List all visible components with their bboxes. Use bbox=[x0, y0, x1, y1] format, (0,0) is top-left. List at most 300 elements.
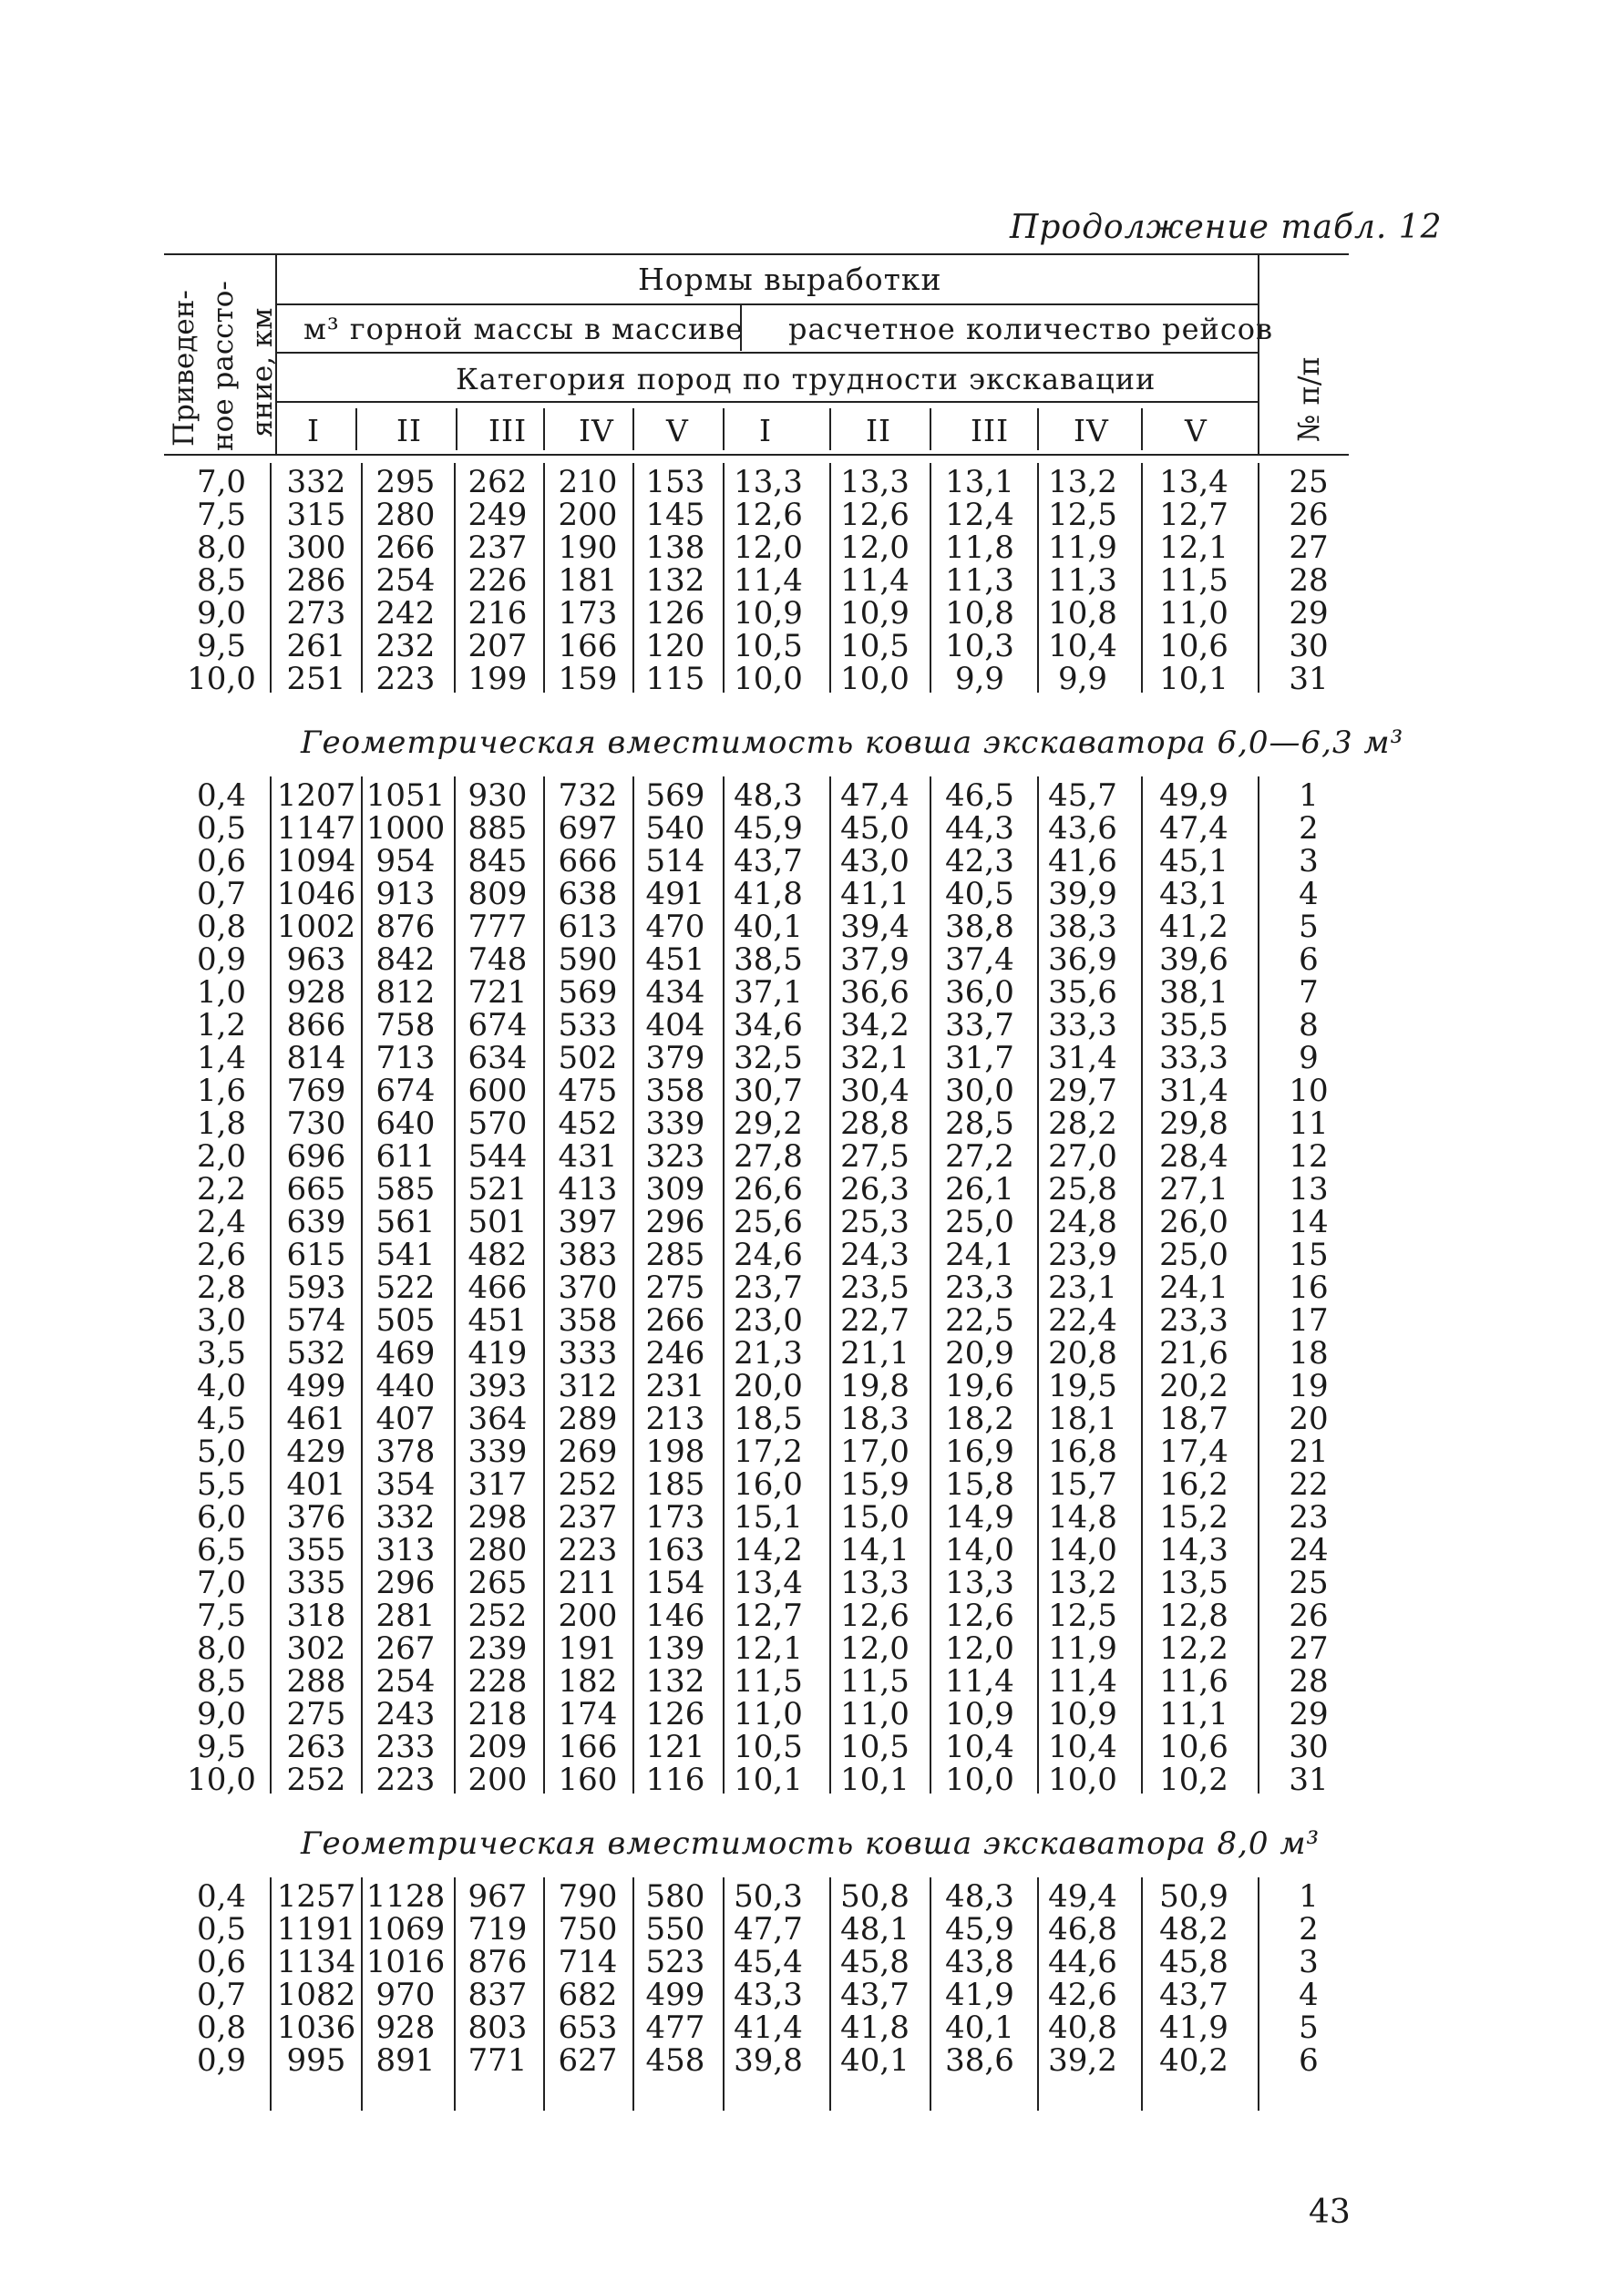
value-cell: 43,0 bbox=[840, 843, 910, 879]
value-cell: 29,7 bbox=[1048, 1073, 1117, 1109]
value-cell: 11,0 bbox=[734, 1696, 803, 1732]
value-cell: 50,9 bbox=[1159, 1878, 1228, 1915]
column-rule bbox=[1258, 1877, 1259, 2111]
value-cell: 502 bbox=[558, 1040, 618, 1076]
value-cell: 25,8 bbox=[1048, 1171, 1117, 1208]
value-cell: 10,8 bbox=[945, 595, 1014, 632]
value-cell: 47,4 bbox=[1159, 810, 1228, 847]
value-cell: 24,1 bbox=[945, 1237, 1014, 1273]
value-cell: 812 bbox=[375, 974, 436, 1011]
value-cell: 39,9 bbox=[1048, 876, 1117, 912]
continuation-label: Продолжение табл. 12 bbox=[1010, 209, 1443, 246]
value-cell: 182 bbox=[558, 1663, 618, 1700]
value-cell: 713 bbox=[375, 1040, 436, 1076]
value-cell: 251 bbox=[286, 661, 346, 697]
distance-cell: 9,0 bbox=[196, 595, 247, 632]
value-cell: 223 bbox=[375, 661, 436, 697]
value-cell: 200 bbox=[468, 1762, 528, 1798]
value-cell: 10,9 bbox=[840, 595, 910, 632]
value-cell: 1036 bbox=[276, 2010, 356, 2046]
value-cell: 120 bbox=[645, 628, 705, 664]
value-cell: 48,2 bbox=[1159, 1911, 1228, 1948]
value-cell: 145 bbox=[645, 497, 705, 533]
value-cell: 173 bbox=[558, 595, 618, 632]
value-cell: 37,9 bbox=[840, 941, 910, 978]
value-cell: 43,7 bbox=[840, 1977, 910, 2013]
value-cell: 265 bbox=[468, 1565, 528, 1601]
value-cell: 191 bbox=[558, 1630, 618, 1667]
value-cell: 36,0 bbox=[945, 974, 1014, 1011]
value-cell: 452 bbox=[558, 1105, 618, 1142]
value-cell: 23,9 bbox=[1048, 1237, 1117, 1273]
value-cell: 210 bbox=[558, 464, 618, 500]
value-cell: 39,8 bbox=[734, 2042, 803, 2079]
value-cell: 30,7 bbox=[734, 1073, 803, 1109]
value-cell: 121 bbox=[645, 1729, 705, 1765]
row-number-cell: 28 bbox=[1289, 1663, 1329, 1700]
value-cell: 14,2 bbox=[734, 1532, 803, 1568]
value-cell: 261 bbox=[286, 628, 346, 664]
value-cell: 803 bbox=[468, 2010, 528, 2046]
value-cell: 41,9 bbox=[1159, 2010, 1228, 2046]
value-cell: 198 bbox=[645, 1434, 705, 1470]
value-cell: 232 bbox=[375, 628, 436, 664]
value-cell: 13,4 bbox=[1159, 464, 1228, 500]
distance-cell: 9,0 bbox=[196, 1696, 247, 1732]
value-cell: 15,1 bbox=[734, 1499, 803, 1536]
value-cell: 40,1 bbox=[734, 909, 803, 945]
value-cell: 126 bbox=[645, 595, 705, 632]
value-cell: 613 bbox=[558, 909, 618, 945]
value-cell: 40,5 bbox=[945, 876, 1014, 912]
value-cell: 33,3 bbox=[1159, 1040, 1228, 1076]
value-cell: 458 bbox=[645, 2042, 705, 2079]
value-cell: 12,6 bbox=[840, 1598, 910, 1634]
value-cell: 14,8 bbox=[1048, 1499, 1117, 1536]
distance-cell: 0,5 bbox=[196, 1911, 247, 1948]
value-cell: 24,6 bbox=[734, 1237, 803, 1273]
value-cell: 32,5 bbox=[734, 1040, 803, 1076]
value-cell: 317 bbox=[468, 1466, 528, 1503]
value-cell: 24,3 bbox=[840, 1237, 910, 1273]
category-numeral: V bbox=[666, 413, 689, 448]
value-cell: 47,4 bbox=[840, 777, 910, 814]
value-cell: 696 bbox=[286, 1138, 346, 1175]
value-cell: 45,8 bbox=[1159, 1944, 1228, 1980]
value-cell: 28,4 bbox=[1159, 1138, 1228, 1175]
distance-cell: 8,5 bbox=[196, 1663, 247, 1700]
value-cell: 12,7 bbox=[1159, 497, 1228, 533]
value-cell: 10,1 bbox=[840, 1762, 910, 1798]
value-cell: 43,7 bbox=[1159, 1977, 1228, 2013]
row-number-cell: 1 bbox=[1299, 1878, 1319, 1915]
row-number-cell: 18 bbox=[1289, 1335, 1329, 1372]
value-cell: 33,7 bbox=[945, 1007, 1014, 1043]
value-cell: 40,2 bbox=[1159, 2042, 1228, 2079]
value-cell: 24,1 bbox=[1159, 1269, 1228, 1306]
value-cell: 12,1 bbox=[734, 1630, 803, 1667]
value-cell: 25,6 bbox=[734, 1204, 803, 1240]
value-cell: 995 bbox=[286, 2042, 346, 2079]
distance-cell: 0,4 bbox=[196, 777, 247, 814]
column-rule bbox=[1037, 463, 1039, 693]
value-cell: 12,2 bbox=[1159, 1630, 1228, 1667]
value-cell: 963 bbox=[286, 941, 346, 978]
value-cell: 254 bbox=[375, 1663, 436, 1700]
value-cell: 397 bbox=[558, 1204, 618, 1240]
value-cell: 18,1 bbox=[1048, 1401, 1117, 1437]
value-cell: 653 bbox=[558, 2010, 618, 2046]
value-cell: 522 bbox=[375, 1269, 436, 1306]
value-cell: 23,1 bbox=[1048, 1269, 1117, 1306]
value-cell: 115 bbox=[645, 661, 705, 697]
value-cell: 273 bbox=[286, 595, 346, 632]
distance-cell: 3,0 bbox=[196, 1302, 247, 1339]
value-cell: 23,5 bbox=[840, 1269, 910, 1306]
value-cell: 27,5 bbox=[840, 1138, 910, 1175]
distance-cell: 8,5 bbox=[196, 562, 247, 599]
value-cell: 928 bbox=[375, 2010, 436, 2046]
value-cell: 358 bbox=[645, 1073, 705, 1109]
category-numeral: IV bbox=[1074, 413, 1109, 448]
value-cell: 309 bbox=[645, 1171, 705, 1208]
value-cell: 627 bbox=[558, 2042, 618, 2079]
value-cell: 611 bbox=[375, 1138, 436, 1175]
value-cell: 11,5 bbox=[734, 1663, 803, 1700]
value-cell: 11,9 bbox=[1048, 1630, 1117, 1667]
value-cell: 913 bbox=[375, 876, 436, 912]
value-cell: 280 bbox=[375, 497, 436, 533]
value-cell: 20,0 bbox=[734, 1368, 803, 1404]
value-cell: 41,4 bbox=[734, 2010, 803, 2046]
value-cell: 223 bbox=[375, 1762, 436, 1798]
value-cell: 207 bbox=[468, 628, 528, 664]
value-cell: 10,4 bbox=[1048, 1729, 1117, 1765]
value-cell: 10,6 bbox=[1159, 1729, 1228, 1765]
value-cell: 39,2 bbox=[1048, 2042, 1117, 2079]
category-numeral: I bbox=[759, 413, 773, 448]
value-cell: 19,6 bbox=[945, 1368, 1014, 1404]
value-cell: 41,2 bbox=[1159, 909, 1228, 945]
value-cell: 37,1 bbox=[734, 974, 803, 1011]
numeral-divider bbox=[456, 408, 457, 450]
value-cell: 732 bbox=[558, 777, 618, 814]
distance-cell: 7,0 bbox=[196, 1565, 247, 1601]
column-rule bbox=[930, 463, 931, 693]
category-numeral: II bbox=[866, 413, 892, 448]
distance-cell: 1,8 bbox=[196, 1105, 247, 1142]
value-cell: 429 bbox=[286, 1434, 346, 1470]
row-number-cell: 26 bbox=[1289, 1598, 1329, 1634]
value-cell: 14,1 bbox=[840, 1532, 910, 1568]
value-cell: 13,2 bbox=[1048, 1565, 1117, 1601]
norms-rule bbox=[275, 303, 1258, 305]
value-cell: 302 bbox=[286, 1630, 346, 1667]
value-cell: 1191 bbox=[276, 1911, 356, 1948]
value-cell: 19,5 bbox=[1048, 1368, 1117, 1404]
value-cell: 891 bbox=[375, 2042, 436, 2079]
value-cell: 18,3 bbox=[840, 1401, 910, 1437]
value-cell: 160 bbox=[558, 1762, 618, 1798]
value-cell: 885 bbox=[468, 810, 528, 847]
column-rule bbox=[270, 463, 272, 693]
value-cell: 355 bbox=[286, 1532, 346, 1568]
value-cell: 10,9 bbox=[1048, 1696, 1117, 1732]
row-number-cell: 31 bbox=[1289, 661, 1329, 697]
column-rule bbox=[1141, 1877, 1143, 2111]
value-cell: 223 bbox=[558, 1532, 618, 1568]
value-cell: 12,6 bbox=[840, 497, 910, 533]
value-cell: 333 bbox=[558, 1335, 618, 1372]
value-cell: 237 bbox=[468, 529, 528, 566]
value-cell: 401 bbox=[286, 1466, 346, 1503]
row-number-cell: 30 bbox=[1289, 1729, 1329, 1765]
value-cell: 37,4 bbox=[945, 941, 1014, 978]
category-rule bbox=[275, 401, 1258, 403]
distance-cell: 5,5 bbox=[196, 1466, 247, 1503]
value-cell: 166 bbox=[558, 1729, 618, 1765]
value-cell: 17,2 bbox=[734, 1434, 803, 1470]
value-cell: 431 bbox=[558, 1138, 618, 1175]
value-cell: 335 bbox=[286, 1565, 346, 1601]
value-cell: 532 bbox=[286, 1335, 346, 1372]
value-cell: 9,9 bbox=[954, 661, 1005, 697]
value-cell: 13,3 bbox=[840, 464, 910, 500]
value-cell: 38,6 bbox=[945, 2042, 1014, 2079]
value-cell: 49,9 bbox=[1159, 777, 1228, 814]
category-numeral: V bbox=[1185, 413, 1208, 448]
value-cell: 267 bbox=[375, 1630, 436, 1667]
value-cell: 315 bbox=[286, 497, 346, 533]
value-cell: 10,0 bbox=[840, 661, 910, 697]
value-cell: 499 bbox=[645, 1977, 705, 2013]
column-rule bbox=[1037, 1877, 1039, 2111]
value-cell: 41,8 bbox=[734, 876, 803, 912]
value-cell: 639 bbox=[286, 1204, 346, 1240]
value-cell: 809 bbox=[468, 876, 528, 912]
value-cell: 23,7 bbox=[734, 1269, 803, 1306]
distance-cell: 7,0 bbox=[196, 464, 247, 500]
value-cell: 146 bbox=[645, 1598, 705, 1634]
row-number-cell: 11 bbox=[1289, 1105, 1329, 1142]
row-number-cell: 28 bbox=[1289, 562, 1329, 599]
value-cell: 26,3 bbox=[840, 1171, 910, 1208]
category-numeral: I bbox=[307, 413, 321, 448]
value-cell: 12,8 bbox=[1159, 1598, 1228, 1634]
value-cell: 280 bbox=[468, 1532, 528, 1568]
distance-cell: 0,7 bbox=[196, 1977, 247, 2013]
value-cell: 47,7 bbox=[734, 1911, 803, 1948]
value-cell: 312 bbox=[558, 1368, 618, 1404]
category-numeral: II bbox=[396, 413, 423, 448]
value-cell: 12,5 bbox=[1048, 1598, 1117, 1634]
row-number-cell: 9 bbox=[1299, 1040, 1319, 1076]
value-cell: 364 bbox=[468, 1401, 528, 1437]
distance-cell: 6,0 bbox=[196, 1499, 247, 1536]
distance-cell: 10,0 bbox=[187, 661, 256, 697]
value-cell: 12,0 bbox=[840, 1630, 910, 1667]
row-number-cell: 6 bbox=[1299, 2042, 1319, 2079]
value-cell: 10,6 bbox=[1159, 628, 1228, 664]
value-cell: 378 bbox=[375, 1434, 436, 1470]
value-cell: 132 bbox=[645, 562, 705, 599]
value-cell: 45,9 bbox=[945, 1911, 1014, 1948]
value-cell: 11,9 bbox=[1048, 529, 1117, 566]
row-number-cell: 25 bbox=[1289, 464, 1329, 500]
value-cell: 9,9 bbox=[1057, 661, 1108, 697]
value-cell: 25,0 bbox=[945, 1204, 1014, 1240]
value-cell: 540 bbox=[645, 810, 705, 847]
value-cell: 22,5 bbox=[945, 1302, 1014, 1339]
distance-cell: 2,4 bbox=[196, 1204, 247, 1240]
value-cell: 48,3 bbox=[945, 1878, 1014, 1915]
value-cell: 45,4 bbox=[734, 1944, 803, 1980]
value-cell: 499 bbox=[286, 1368, 346, 1404]
column-rule bbox=[1258, 776, 1259, 1794]
value-cell: 928 bbox=[286, 974, 346, 1011]
value-cell: 1128 bbox=[365, 1878, 446, 1915]
value-cell: 10,5 bbox=[840, 1729, 910, 1765]
value-cell: 48,1 bbox=[840, 1911, 910, 1948]
value-cell: 379 bbox=[645, 1040, 705, 1076]
value-cell: 1016 bbox=[365, 1944, 446, 1980]
value-cell: 376 bbox=[286, 1499, 346, 1536]
value-cell: 45,0 bbox=[840, 810, 910, 847]
value-cell: 38,1 bbox=[1159, 974, 1228, 1011]
distance-cell: 4,0 bbox=[196, 1368, 247, 1404]
value-cell: 213 bbox=[645, 1401, 705, 1437]
column-rule bbox=[1141, 776, 1143, 1794]
value-cell: 967 bbox=[468, 1878, 528, 1915]
value-cell: 163 bbox=[645, 1532, 705, 1568]
value-cell: 12,7 bbox=[734, 1598, 803, 1634]
value-cell: 393 bbox=[468, 1368, 528, 1404]
value-cell: 263 bbox=[286, 1729, 346, 1765]
value-cell: 11,8 bbox=[945, 529, 1014, 566]
header-bottom-rule bbox=[164, 454, 1349, 456]
value-cell: 211 bbox=[558, 1565, 618, 1601]
value-cell: 36,9 bbox=[1048, 941, 1117, 978]
value-cell: 541 bbox=[375, 1237, 436, 1273]
value-cell: 36,6 bbox=[840, 974, 910, 1011]
value-cell: 185 bbox=[645, 1466, 705, 1503]
number-col-rule bbox=[1258, 253, 1259, 454]
numeral-divider bbox=[1037, 408, 1039, 450]
value-cell: 40,1 bbox=[945, 2010, 1014, 2046]
row-number-cell: 2 bbox=[1299, 1911, 1319, 1948]
value-cell: 13,3 bbox=[945, 1565, 1014, 1601]
distance-cell: 7,5 bbox=[196, 1598, 247, 1634]
value-cell: 41,8 bbox=[840, 2010, 910, 2046]
row-number-cell: 31 bbox=[1289, 1762, 1329, 1798]
row-number-cell: 21 bbox=[1289, 1434, 1329, 1470]
distance-cell: 4,5 bbox=[196, 1401, 247, 1437]
value-cell: 233 bbox=[375, 1729, 436, 1765]
value-cell: 777 bbox=[468, 909, 528, 945]
value-cell: 313 bbox=[375, 1532, 436, 1568]
value-cell: 262 bbox=[468, 464, 528, 500]
value-cell: 332 bbox=[375, 1499, 436, 1536]
value-cell: 1207 bbox=[276, 777, 356, 814]
value-cell: 243 bbox=[375, 1696, 436, 1732]
value-cell: 41,6 bbox=[1048, 843, 1117, 879]
value-cell: 419 bbox=[468, 1335, 528, 1372]
column-rule bbox=[361, 463, 363, 693]
value-cell: 154 bbox=[645, 1565, 705, 1601]
value-cell: 771 bbox=[468, 2042, 528, 2079]
value-cell: 27,1 bbox=[1159, 1171, 1228, 1208]
value-cell: 275 bbox=[286, 1696, 346, 1732]
value-cell: 23,3 bbox=[1159, 1302, 1228, 1339]
value-cell: 166 bbox=[558, 628, 618, 664]
value-cell: 640 bbox=[375, 1105, 436, 1142]
row-number-cell: 2 bbox=[1299, 810, 1319, 847]
value-cell: 22,4 bbox=[1048, 1302, 1117, 1339]
value-cell: 533 bbox=[558, 1007, 618, 1043]
category-numeral: III bbox=[971, 413, 1010, 448]
value-cell: 11,3 bbox=[1048, 562, 1117, 599]
value-cell: 43,7 bbox=[734, 843, 803, 879]
row-number-cell: 6 bbox=[1299, 941, 1319, 978]
value-cell: 1069 bbox=[365, 1911, 446, 1948]
row-number-cell: 4 bbox=[1299, 1977, 1319, 2013]
row-number-cell: 30 bbox=[1289, 628, 1329, 664]
value-cell: 298 bbox=[468, 1499, 528, 1536]
distance-cell: 5,0 bbox=[196, 1434, 247, 1470]
column-rule bbox=[930, 1877, 931, 2111]
distance-header-line-1: Приведен- bbox=[168, 290, 200, 447]
value-cell: 226 bbox=[468, 562, 528, 599]
distance-cell: 9,5 bbox=[196, 1729, 247, 1765]
value-cell: 10,3 bbox=[945, 628, 1014, 664]
value-cell: 11,6 bbox=[1159, 1663, 1228, 1700]
value-cell: 242 bbox=[375, 595, 436, 632]
value-cell: 12,0 bbox=[734, 529, 803, 566]
number-col-header: № п/п bbox=[1291, 356, 1326, 442]
value-cell: 451 bbox=[645, 941, 705, 978]
value-cell: 43,8 bbox=[945, 1944, 1014, 1980]
value-cell: 758 bbox=[375, 1007, 436, 1043]
value-cell: 17,0 bbox=[840, 1434, 910, 1470]
value-cell: 45,7 bbox=[1048, 777, 1117, 814]
volume-rule bbox=[275, 352, 1258, 354]
value-cell: 665 bbox=[286, 1171, 346, 1208]
value-cell: 10,4 bbox=[1048, 628, 1117, 664]
value-cell: 38,3 bbox=[1048, 909, 1117, 945]
value-cell: 26,1 bbox=[945, 1171, 1014, 1208]
column-rule bbox=[829, 463, 831, 693]
value-cell: 18,2 bbox=[945, 1401, 1014, 1437]
column-rule bbox=[632, 776, 634, 1794]
value-cell: 10,4 bbox=[945, 1729, 1014, 1765]
value-cell: 842 bbox=[375, 941, 436, 978]
value-cell: 10,9 bbox=[945, 1696, 1014, 1732]
value-cell: 674 bbox=[468, 1007, 528, 1043]
value-cell: 126 bbox=[645, 1696, 705, 1732]
value-cell: 13,3 bbox=[734, 464, 803, 500]
value-cell: 218 bbox=[468, 1696, 528, 1732]
value-cell: 358 bbox=[558, 1302, 618, 1339]
distance-cell: 1,6 bbox=[196, 1073, 247, 1109]
value-cell: 27,0 bbox=[1048, 1138, 1117, 1175]
column-rule bbox=[543, 463, 545, 693]
distance-cell: 0,8 bbox=[196, 2010, 247, 2046]
section-caption: Геометрическая вместимость ковша экскаватора 8,0 м³ bbox=[301, 1825, 1321, 1862]
value-cell: 50,8 bbox=[840, 1878, 910, 1915]
value-cell: 12,1 bbox=[1159, 529, 1228, 566]
column-rule bbox=[1258, 463, 1259, 693]
row-number-cell: 27 bbox=[1289, 1630, 1329, 1667]
